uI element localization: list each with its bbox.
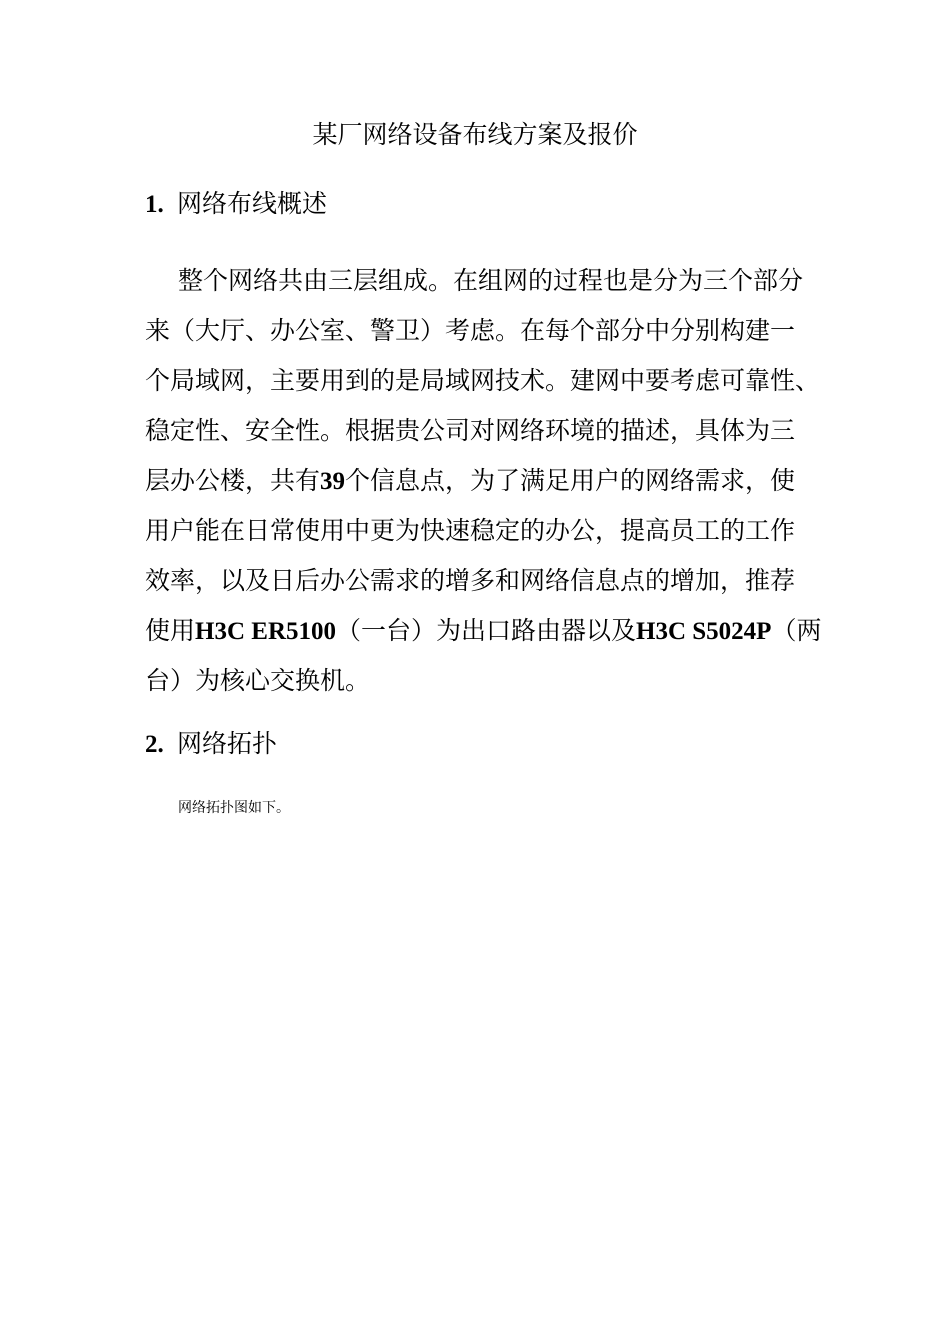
paragraph-line	[145, 606, 835, 656]
text-run: 使用	[145, 616, 196, 645]
text-run: 层办公楼，共有	[145, 466, 321, 495]
text-run: 个信息点，为了满足用户的网络需求，使	[345, 466, 796, 495]
section-number: 1.	[145, 191, 164, 218]
paragraph-line: 稳定性、安全性。根据贵公司对网络环境的描述，具体为三	[145, 416, 796, 445]
section-heading-overview	[145, 186, 327, 223]
topology-caption: 网络拓扑图如下。	[178, 800, 290, 816]
text-run: （两	[771, 616, 822, 645]
paragraph-line: 台）为核心交换机。	[145, 666, 371, 695]
paragraph-line: 个局域网，主要用到的是局域网技术。建网中要考虑可靠性、	[145, 366, 821, 395]
section-title: 网络布线概述	[177, 189, 328, 218]
paragraph-line: 效率，以及日后办公需求的增多和网络信息点的增加，推荐	[145, 566, 796, 595]
section-heading-topology	[145, 726, 277, 763]
section-title: 网络拓扑	[177, 729, 278, 758]
switch-model: H3C S5024P	[636, 618, 772, 645]
info-point-count: 39	[320, 468, 346, 495]
router-model: H3C ER5100	[195, 618, 336, 645]
text-run: （一台）为出口路由器以及	[336, 616, 637, 645]
paragraph-line	[145, 456, 835, 506]
overview-paragraph	[145, 256, 835, 706]
paragraph-line: 整个网络共由三层组成。在组网的过程也是分为三个部分	[178, 266, 804, 295]
section-number: 2.	[145, 731, 164, 758]
paragraph-line: 用户能在日常使用中更为快速稳定的办公，提高员工的工作	[145, 516, 796, 545]
paragraph-line: 来（大厅、办公室、警卫）考虑。在每个部分中分别构建一	[145, 316, 796, 345]
document-title: 某厂网络设备布线方案及报价	[312, 120, 638, 149]
